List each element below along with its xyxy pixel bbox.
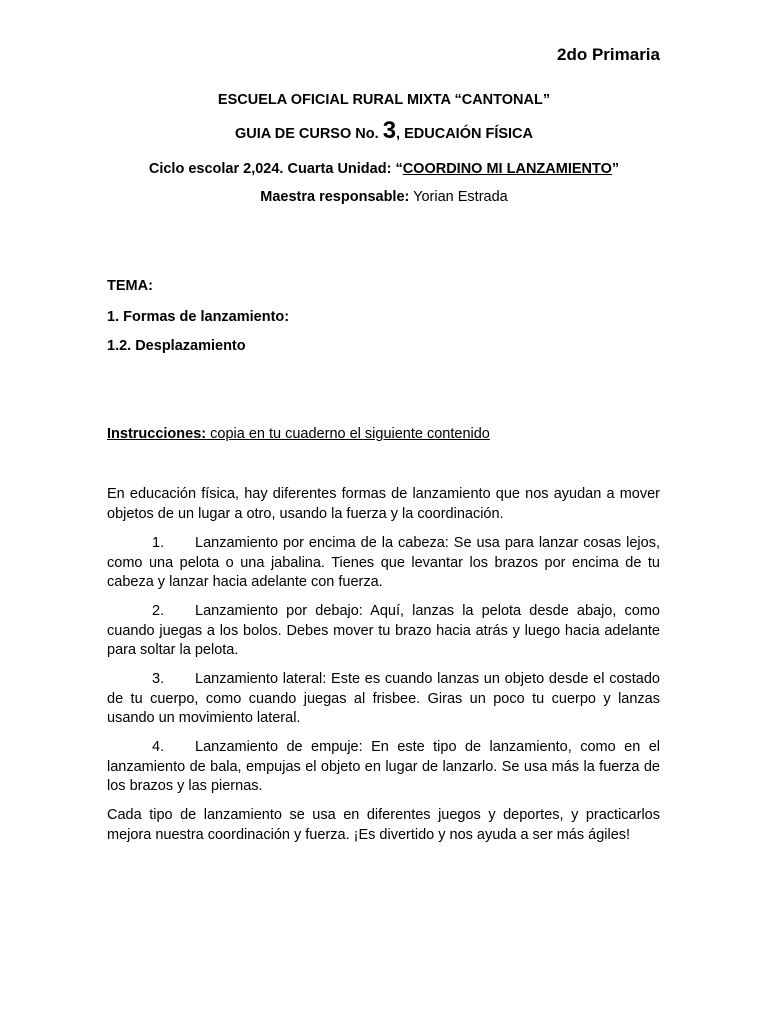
guide-suffix: , EDUCAIÓN FÍSICA [396,126,533,142]
list-item-text: Lanzamiento de empuje: En este tipo de lanzamiento, como en el lanzamiento de bala, empujas el objeto en lugar de lanzarlo. Se usa más la fuerza de los brazos y las piernas. [107,739,660,794]
topic-label: TEMA: [107,278,153,294]
guide-title [0,117,768,144]
list-item [107,670,660,729]
cycle-quote-close: ” [611,161,620,177]
guide-number: 3 [382,117,397,144]
list-item-number: 1. [152,535,165,551]
list-item-number: 4. [152,739,165,755]
guide-prefix: GUIA DE CURSO No. [234,126,383,142]
list-item [107,534,660,593]
instructions [107,426,660,442]
instructions-label: Instrucciones: [107,426,207,442]
school-name: ESCUELA OFICIAL RURAL MIXTA “CANTONAL” [217,92,551,108]
list-item-text: Lanzamiento por debajo: Aquí, lanzas la pelota desde abajo, como cuando juegas a los bolos. Debes mover tu brazo hacia atrás y luego hacia adelante para soltar la pelota. [107,603,660,658]
instructions-text: copia en tu cuaderno el siguiente contenido [206,426,490,442]
cycle-prefix: Ciclo escolar 2,024. Cuarta Unidad: [148,161,396,177]
teacher-line [0,189,768,205]
grade-label: 2do Primaria [557,45,660,64]
teacher-label: Maestra responsable: [260,189,410,205]
cycle-quote-open: “ [395,161,403,177]
list-item-text: Lanzamiento lateral: Este es cuando lanzas un objeto desde el costado de tu cuerpo, como cuando juegas al frisbee. Giras un poco tu cuerpo y lanzas usando un movimiento lateral. [107,671,660,726]
closing-paragraph: Cada tipo de lanzamiento se usa en diferentes juegos y deportes, y practicarlos mejora nuestra coordinación y fuerza. ¡Es divertido y nos ayuda a ser más ágiles! [107,807,660,843]
teacher-name: Yorian Estrada [409,189,508,205]
list-item-text: Lanzamiento por encima de la cabeza: Se usa para lanzar cosas lejos, como una pelota o una jabalina. Tienes que levantar los brazos por encima de tu cabeza y lanzar hacia adelante con fuerza. [107,535,660,590]
list-item-number: 3. [152,671,165,687]
intro-paragraph: En educación física, hay diferentes formas de lanzamiento que nos ayudan a mover objetos de un lugar a otro, usando la fuerza y la coordinación. [107,486,660,522]
list-item-number: 2. [152,603,165,619]
topic-item-1: 1. Formas de lanzamiento: [107,309,290,325]
unit-name: COORDINO MI LANZAMIENTO [402,161,612,177]
school-cycle [0,161,768,177]
list-item [107,738,660,797]
topic-item-2: 1.2. Desplazamiento [107,338,246,354]
list-item [107,602,660,661]
